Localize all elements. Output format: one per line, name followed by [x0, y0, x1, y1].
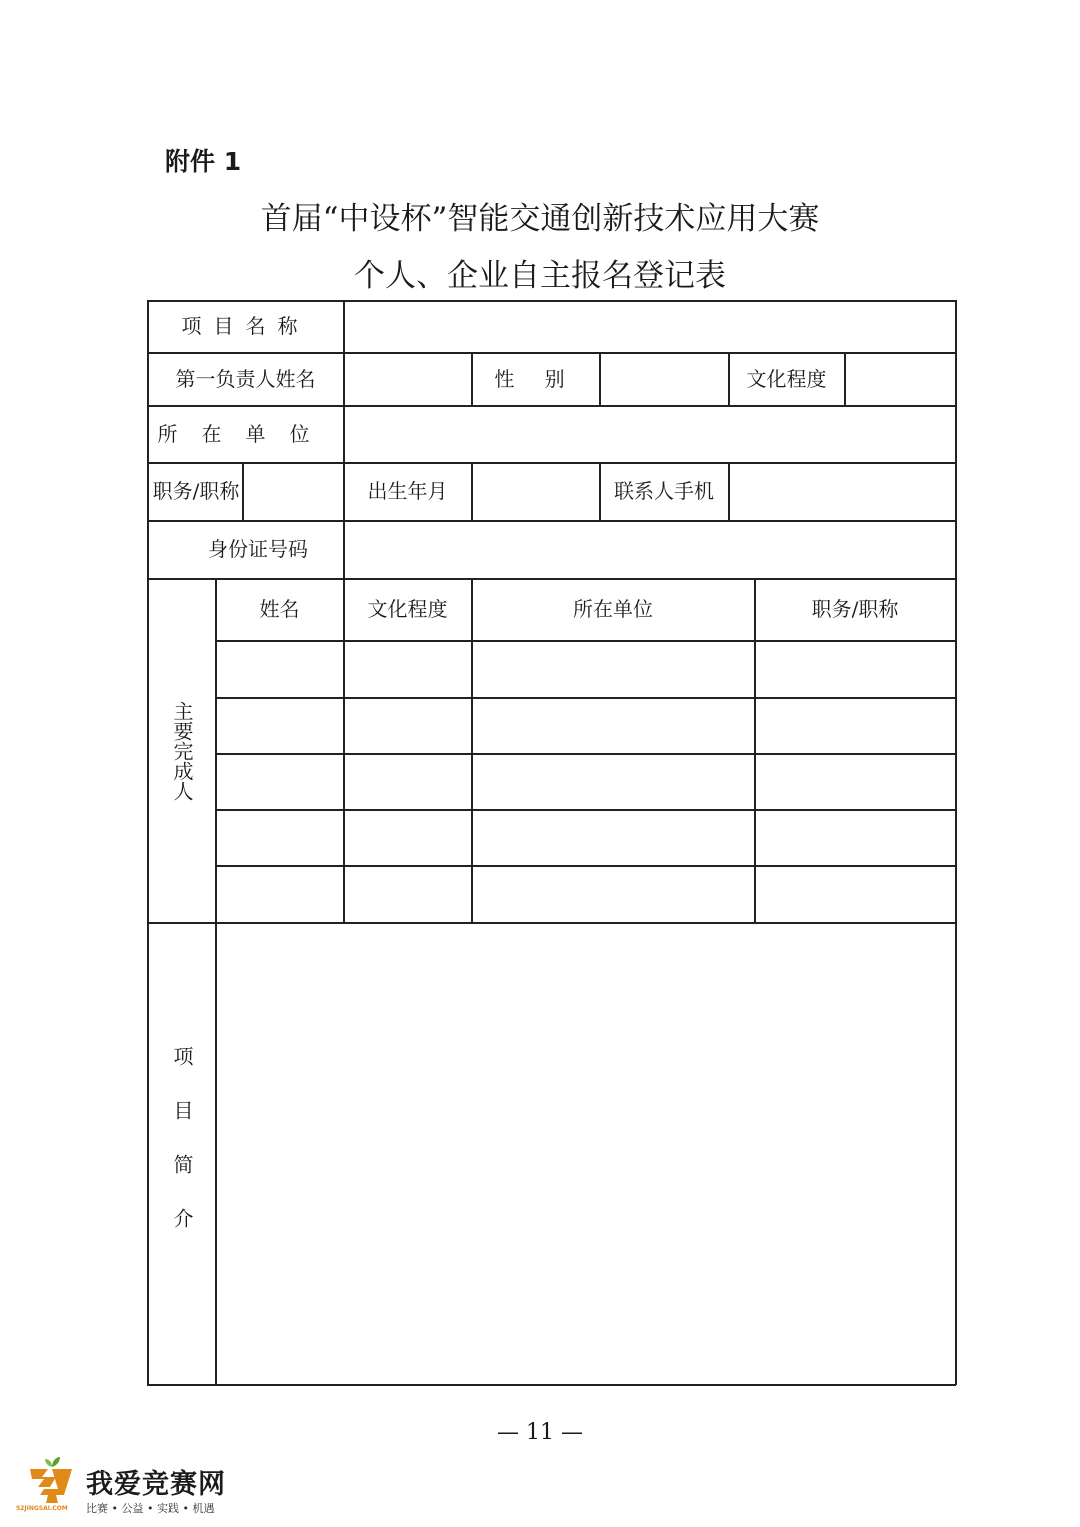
- form-title-line1: 首届“中设杯”智能交通创新技术应用大赛: [260, 201, 820, 237]
- birth-label: 出生年月: [367, 479, 448, 503]
- lead-name-field[interactable]: [344, 353, 471, 405]
- attachment-label: 附件 1: [165, 147, 242, 176]
- members-header-position: 职务/职称: [811, 597, 899, 621]
- phone-field[interactable]: [729, 463, 955, 520]
- organization-label: 所在单位: [157, 421, 334, 446]
- trophy-logo-icon: [22, 1455, 82, 1507]
- birth-field[interactable]: [472, 463, 599, 520]
- phone-label: 联系人手机: [614, 479, 714, 503]
- project-name-label: 项目名称: [181, 314, 310, 338]
- members-section-label: 主要完成人: [170, 700, 194, 801]
- members-header-organization: 所在单位: [573, 597, 653, 621]
- education-field[interactable]: [845, 353, 955, 405]
- id-label: 身份证号码: [208, 537, 308, 561]
- organization-field[interactable]: [344, 406, 955, 462]
- education-label: 文化程度: [746, 366, 827, 391]
- watermark-name: 我爱竞赛网: [86, 1469, 226, 1500]
- intro-field[interactable]: [216, 923, 955, 1384]
- watermark-domain: 52JINGSAI.COM: [16, 1505, 68, 1512]
- watermark-tagline: 比赛 • 公益 • 实践 • 机遇: [86, 1502, 215, 1515]
- position-label: 职务/职称: [152, 479, 240, 503]
- intro-label: 项目简介: [170, 1045, 194, 1262]
- project-name-field[interactable]: [344, 301, 955, 352]
- members-header-name: 姓名: [259, 597, 300, 621]
- gender-field[interactable]: [600, 353, 728, 405]
- page-number: — 11 —: [497, 1420, 583, 1445]
- id-field[interactable]: [344, 521, 955, 578]
- lead-name-label: 第一负责人姓名: [175, 366, 316, 391]
- gender-label: 性 别: [494, 366, 577, 391]
- position-field[interactable]: [243, 463, 343, 520]
- members-header-education: 文化程度: [367, 597, 448, 621]
- form-title-line2: 个人、企业自主报名登记表: [354, 258, 726, 294]
